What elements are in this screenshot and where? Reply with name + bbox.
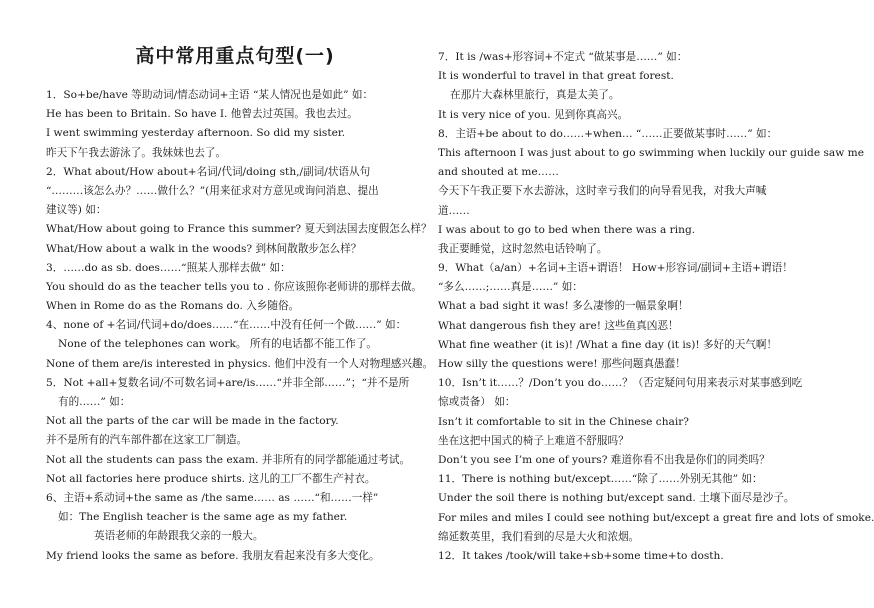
text-line: 5．Not +all+复数名词/不可数名词+are/is……“并非全部……”；“并不是所 xyxy=(46,376,410,389)
text-line: You should do as the teacher tells you to . 你应该照你老师讲的那样去做。 xyxy=(46,280,423,293)
text-line: I was about to go to bed when there was a ring. xyxy=(438,223,696,236)
text-line: My friend looks the same as before. 我朋友看起来没有多大变化。 xyxy=(46,549,380,562)
text-line: What a bad sight it was! 多么凄惨的一幅景象啊！ xyxy=(438,300,689,313)
text-line: 8．主语+be about to do……+when… “……正要做某事时……” 如： xyxy=(438,127,778,140)
left-column xyxy=(46,0,434,566)
text-line: What/How about a walk in the woods? 到林间散散步怎么样？ xyxy=(46,242,362,255)
text-line: 10．Isn’t it……？/Don’t you do……？（否定疑问句用来表示对某事感到吃 xyxy=(438,377,803,390)
text-line: 昨天下午我去游泳了。我妹妹也去了。 xyxy=(46,146,227,159)
text-line: Not all factories here produce shirts. 这儿的工厂不都生产衬衣。 xyxy=(46,472,376,485)
text-line: 2．What about/How about+名词/代词/doing sth,/副词/状语从句 xyxy=(46,165,371,178)
text-line: 道…… xyxy=(438,204,470,217)
text-line: and shouted at me…… xyxy=(438,166,559,179)
text-line: “多么……;……真是……” 如： xyxy=(438,281,583,294)
text-line: When in Rome do as the Romans do. 入乡随俗。 xyxy=(46,300,300,313)
text-line: “………该怎么办？……做什么？”(用来征求对方意见或询问消息、提出 xyxy=(46,184,379,197)
text-line: What dangerous fish they are! 这些鱼真凶恶！ xyxy=(438,319,679,332)
text-line: 如：The English teacher is the same age as my father. xyxy=(58,511,348,524)
text-line: Isn’t it comfortable to sit in the Chinese chair? xyxy=(438,415,689,428)
text-line: 3．……do as sb. does……“照某人那样去做” 如： xyxy=(46,261,291,274)
text-line: What fine weather (it is)! /What a fine day (it is)! 多好的天气啊！ xyxy=(438,338,778,351)
text-line: 6、主语+系动词+the same as /the same…… as ……“和……一样” xyxy=(46,491,379,504)
text-line: 建议等) 如： xyxy=(46,204,107,217)
text-line: 1．So+be/have 等助动词/情态动词+主语 “某人情况也是如此” 如： xyxy=(46,89,374,101)
text-line: 在那片大森林里旅行，真是太美了。 xyxy=(450,89,620,102)
right-column xyxy=(438,0,874,566)
text-line: 我正要睡觉，这时忽然电话铃响了。 xyxy=(438,242,608,255)
text-line: None of the telephones can work。 所有的电话都不能工作了。 xyxy=(58,338,378,351)
text-line: I went swimming yesterday afternoon. So did my sister. xyxy=(46,127,346,140)
text-line: 惊或责备） 如： xyxy=(438,396,516,409)
text-line: 12．It takes /took/will take+sb+some time+to dosth. xyxy=(438,549,724,562)
text-line: Under the soil there is nothing but/except sand. 土壤下面尽是沙子。 xyxy=(438,492,795,505)
page-title: 高中常用重点句型(一) xyxy=(135,45,335,67)
text-line: 并不是所有的汽车部件都在这家工厂制造。 xyxy=(46,434,248,447)
text-line: Don’t you see I’m one of yours? 难道你看不出我是你们的同类吗？ xyxy=(438,453,770,466)
text-line: He has been to Britain. So have I. 他曾去过英国。我也去过。 xyxy=(46,108,358,121)
text-line: It is very nice of you. 见到你真高兴。 xyxy=(438,108,629,121)
text-line: 7．It is /was+形容词+不定式 “做某事是……” 如： xyxy=(438,51,688,63)
text-line: What/How about going to France this summer? 夏天到法国去度假怎么样？ xyxy=(46,223,432,236)
text-line: 绵延数英里，我们看到的尽是大火和浓烟。 xyxy=(438,530,640,543)
text-line: 11．There is nothing but/except……“除了……外别无其他” 如： xyxy=(438,473,763,486)
text-line: 有的……” 如： xyxy=(58,396,131,408)
text-line: Not all the parts of the car will be made in the factory. xyxy=(46,415,339,428)
text-line: 4、none of +名词/代词+do/does……“在……中没有任何一个做……” 如： xyxy=(46,319,407,332)
text-line: 坐在这把中国式的椅子上难道不舒服吗？ xyxy=(438,434,629,447)
text-line: 英语老师的年龄跟我父亲的一般大。 xyxy=(94,530,264,543)
text-line: How silly the questions were! 那些问题真愚蠢！ xyxy=(438,358,686,370)
text-line: It is wonderful to travel in that great forest. xyxy=(438,70,674,83)
text-line: Not all the students can pass the exam. 并非所有的同学都能通过考试。 xyxy=(46,453,411,466)
text-line: 9．What（a/an）+名词+主语+谓语！ How+形容词/副词+主语+谓语！ xyxy=(438,262,793,275)
text-line: For miles and miles I could see nothing but/except a great fire and lots of smoke. xyxy=(438,511,874,524)
text-line: None of them are/is interested in physics. 他们中没有一个人对物理感兴趣。 xyxy=(46,357,434,370)
text-line: This afternoon I was just about to go swimming when luckily our guide saw me xyxy=(438,146,864,159)
text-line: 今天下午我正要下水去游泳，这时幸亏我们的向导看见我，对我大声喊 xyxy=(438,185,767,198)
